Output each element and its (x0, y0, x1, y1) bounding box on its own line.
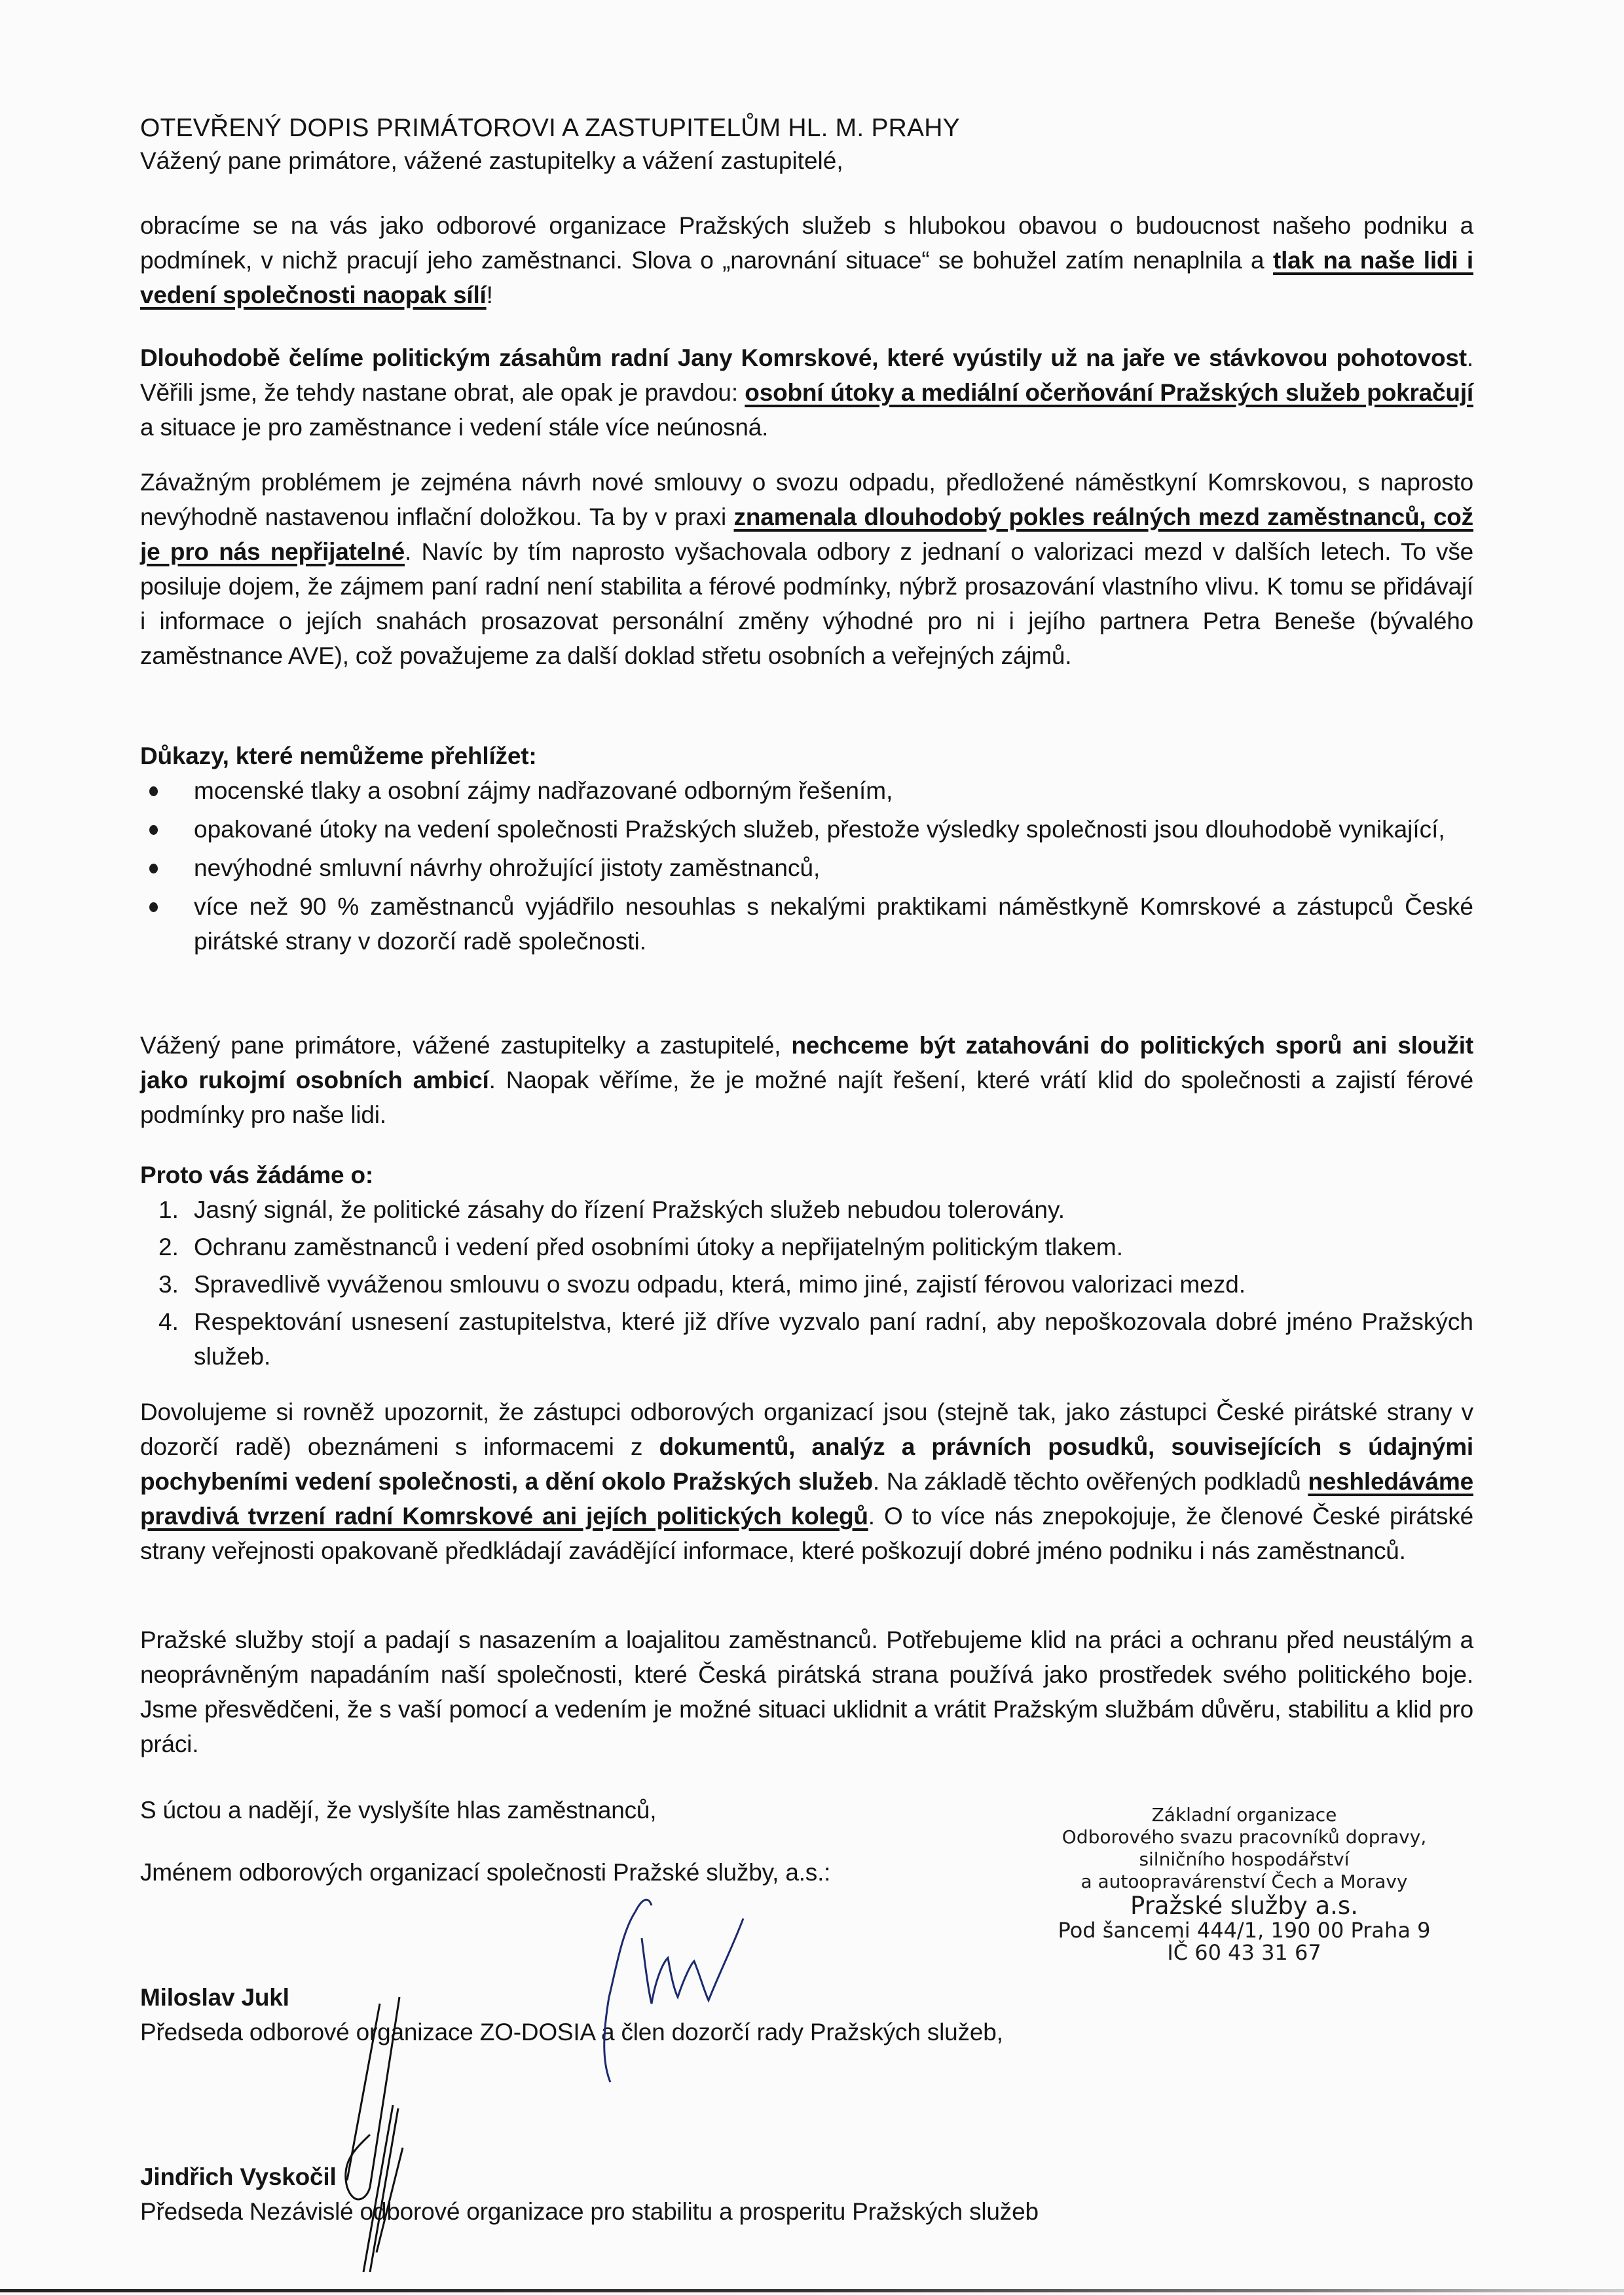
paragraph-intro: obracíme se na vás jako odborové organizace Pražských služeb s hlubokou obavou o budoucnost našeho podniku a podmínek, v nichž pracují jeho zaměstnanci. Slova o „narovnání situace“ se bohužel zatím nenaplnila a tlak na naše lidi i vedení společnosti naopak sílí! (140, 212, 1473, 308)
signatory-name: Jindřich Vyskočil (140, 2163, 337, 2190)
evidence-item: více než 90 % zaměstnanců vyjádřilo nesouhlas s nekalými praktikami náměstkyně Komrskové a zástupců České pirátské strany v dozorčí radě společnosti. (140, 889, 1473, 959)
paragraph-conclusion: Pražské služby stojí a padají s nasazením a loajalitou zaměstnanců. Potřebujeme klid na práci a ochranu před neustálým a neoprávněným napadáním naší společnosti, které Česká pirátská strana používá jako prostředek svého politického boje. Jsme přesvědčeni, že s vaší pomocí a vedením je možné situaci uklidnit a vrátit Pražským službám důvěru, stabilitu a klid pro práci. (140, 1626, 1473, 1757)
signatory-2 (140, 2159, 1473, 2229)
closing-line: S úctou a nadějí, že vyslyšíte hlas zaměstnanců, (140, 1797, 657, 1824)
scan-edge-line (0, 2289, 1624, 2292)
bullet-icon (149, 864, 158, 873)
signatory-name: Miloslav Jukl (140, 1984, 289, 2011)
on-behalf-line: Jménem odborových organizací společnosti Pražské služby, a.s.: (140, 1859, 831, 1886)
signatory-1 (140, 1980, 1473, 2049)
paragraph-appeal: Vážený pane primátore, vážené zastupitelky a zastupitelé, nechceme být zatahováni do politických sporů ani sloužit jako rukojmí osobních ambicí. Naopak věříme, že je možné najít řešení, které vrátí klid do společnosti a zajistí férové podmínky pro naše lidi. (140, 1032, 1473, 1128)
paragraph-documents: Dovolujeme si rovněž upozornit, že zástupci odborových organizací jsou (stejně tak, jako zástupci České pirátské strany v dozorčí radě) obeznámeni s informacemi z dokumentů, analýz a právních posudků, souvisejících s údajnými pochybeními vedení společnosti, a dění okolo Pražských služeb. Na základě těchto ověřených podkladů neshledáváme pravdivá tvrzení radní Komrskové ani jejích politických kolegů. O to více nás znepokojuje, že členové České pirátské strany veřejnosti opakovaně předkládají zavádějící informace, které poškozují dobré jméno podniku i nás zaměstnanců. (140, 1399, 1473, 1564)
evidence-section (140, 739, 1473, 963)
bullet-icon (149, 786, 158, 796)
paragraph-interventions: Dlouhodobě čelíme politickým zásahům radní Jany Komrskové, které vyústily už na jaře ve stávkovou pohotovost. Věřili jsme, že tehdy nastane obrat, ale opak je pravdou: osobní útoky a mediální očerňování Pražských služeb pokračují a situace je pro zaměstnance i vedení stále více neúnosná. (140, 344, 1473, 441)
bold-phrase: Dlouhodobě čelíme politickým zásahům radní Jany Komrskové, které vyústily už na jaře ve stávkovou pohotovost (140, 344, 1467, 371)
requests-section (140, 1158, 1473, 1376)
letter-title: OTEVŘENÝ DOPIS PRIMÁTOROVI A ZASTUPITELŮM HL. M. PRAHY (140, 114, 960, 142)
underlined-phrase: tlak na naše lidi i vedení společnosti naopak sílí (140, 247, 1473, 308)
bold-phrase: nechceme být zatahováni do politických sporů ani sloužit jako rukojmí osobních ambicí (140, 1032, 1473, 1093)
bullet-icon (149, 825, 158, 835)
paragraph-contract: Závažným problémem je zejména návrh nové smlouvy o svozu odpadu, předložené náměstkyní Komrskovou, s naprosto nevýhodně nastavenou inflační doložkou. Ta by v praxi znamenala dlouhodobý pokles reálných mezd zaměstnanců, což je pro nás nepřijatelné. Navíc by tím naprosto vyšachovala odbory z jednaní o valorizaci mezd v dalších letech. To vše posiluje dojem, že zájmem paní radní není stabilita a férové podmínky, nýbrž prosazování vlastního vlivu. K tomu se přidávají i informace o jejích snahách prosazovat personální změny výhodné pro ni i jejího partnera Petra Beneše (bývalého zaměstnance AVE), což považujeme za další doklad střetu osobních a veřejných zájmů. (140, 469, 1473, 669)
requests-heading: Proto vás žádáme o: (140, 1162, 374, 1188)
organization-stamp: Základní organizace Odborového svazu pracovníků dopravy, silničního hospodářství a autoopravárenství Čech a Moravy Pražské služby a.s. Pod šancemi 444/1, 190 00 Praha 9 IČ 60 43 31 67 (1058, 1804, 1431, 1965)
underlined-phrase: osobní útoky a mediální očerňování Pražských služeb pokračují (745, 379, 1473, 406)
requests-list (140, 1192, 1473, 1374)
underlined-phrase: neshledáváme pravdivá tvrzení radní Komrskové ani jejích politických kolegů (140, 1468, 1473, 1530)
signatory-role: Předseda Nezávislé odborové organizace pro stabilitu a prosperitu Pražských služeb (140, 2198, 1039, 2225)
underlined-phrase: znamenala dlouhodobý pokles reálných mezd zaměstnanců, což je pro nás nepřijatelné (140, 504, 1473, 565)
evidence-item: opakované útoky na vedení společnosti Pražských služeb, přestože výsledky společnosti jsou dlouhodobě vynikající, (140, 812, 1473, 847)
bold-phrase: dokumentů, analýz a právních posudků, souvisejících s údajnými pochybeními vedení společnosti, a dění okolo Pražských služeb (140, 1433, 1473, 1495)
bullet-icon (149, 902, 158, 912)
request-item: 4. Respektování usnesení zastupitelstva, které již dříve vyzvalo paní radní, aby nepoškozovala dobré jméno Pražských služeb. (158, 1308, 1473, 1370)
evidence-heading: Důkazy, které nemůžeme přehlížet: (140, 743, 537, 769)
evidence-item: nevýhodné smluvní návrhy ohrožující jistoty zaměstnanců, (140, 851, 1473, 885)
request-item: 1. Jasný signál, že politické zásahy do řízení Pražských služeb nebudou tolerovány. (158, 1196, 1065, 1223)
evidence-item: mocenské tlaky a osobní zájmy nadřazované odborným řešením, (140, 773, 1473, 808)
signatory-role: Předseda odborové organizace ZO-DOSIA a člen dozorčí rady Pražských služeb, (140, 2019, 1003, 2046)
request-item: 2. Ochranu zaměstnanců i vedení před osobními útoky a nepřijatelným politickým tlakem. (158, 1234, 1124, 1260)
salutation: Vážený pane primátore, vážené zastupitelky a vážení zastupitelé, (140, 147, 843, 174)
evidence-list (140, 773, 1473, 959)
request-item: 3. Spravedlivě vyváženou smlouvu o svozu odpadu, která, mimo jiné, zajistí férovou valorizaci mezd. (158, 1271, 1246, 1298)
